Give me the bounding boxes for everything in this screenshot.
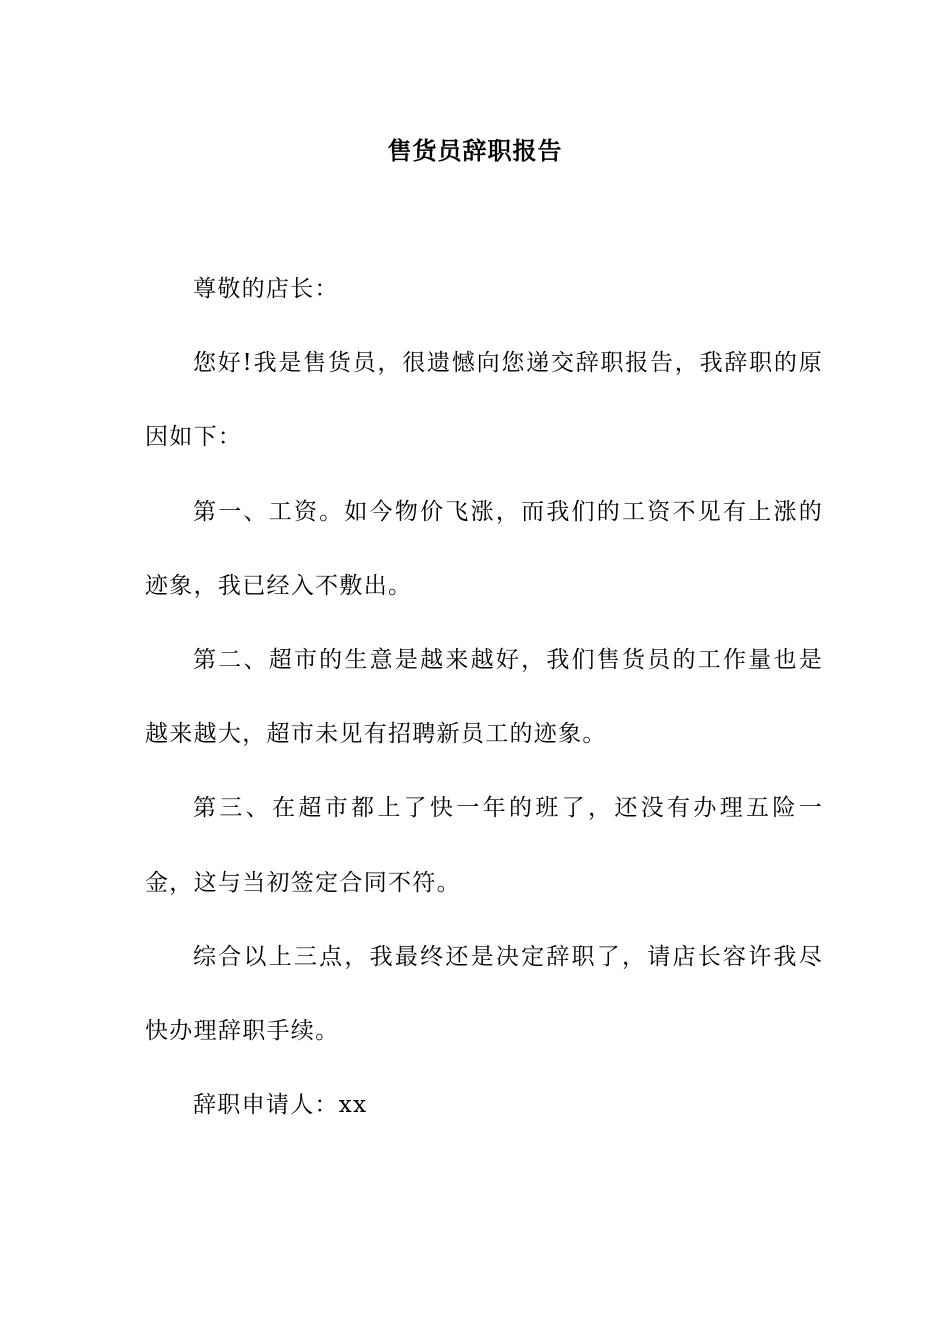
paragraph-opening: 您好!我是售货员，很遗憾向您递交辞职报告，我辞职的原因如下： (145, 350, 823, 451)
salutation: 尊敬的店长： (193, 276, 339, 302)
signature-line: 辞职申请人：xx (193, 1092, 368, 1119)
paragraph-reason-one: 第一、工资。如今物价飞涨，而我们的工资不见有上涨的迹象，我已经入不敷出。 (145, 498, 823, 599)
paragraph-reason-two: 第二、超市的生意是越来越好，我们售货员的工作量也是越来越大，超市未见有招聘新员工的迹象。 (145, 647, 823, 748)
document-body (145, 252, 823, 1142)
paragraph-reason-three: 第三、在超市都上了快一年的班了，还没有办理五险一金，这与当初签定合同不符。 (145, 795, 823, 896)
document-title: 售货员辞职报告 (387, 136, 563, 165)
paragraph-conclusion: 综合以上三点，我最终还是决定辞职了，请店长容许我尽快办理辞职手续。 (145, 943, 823, 1045)
